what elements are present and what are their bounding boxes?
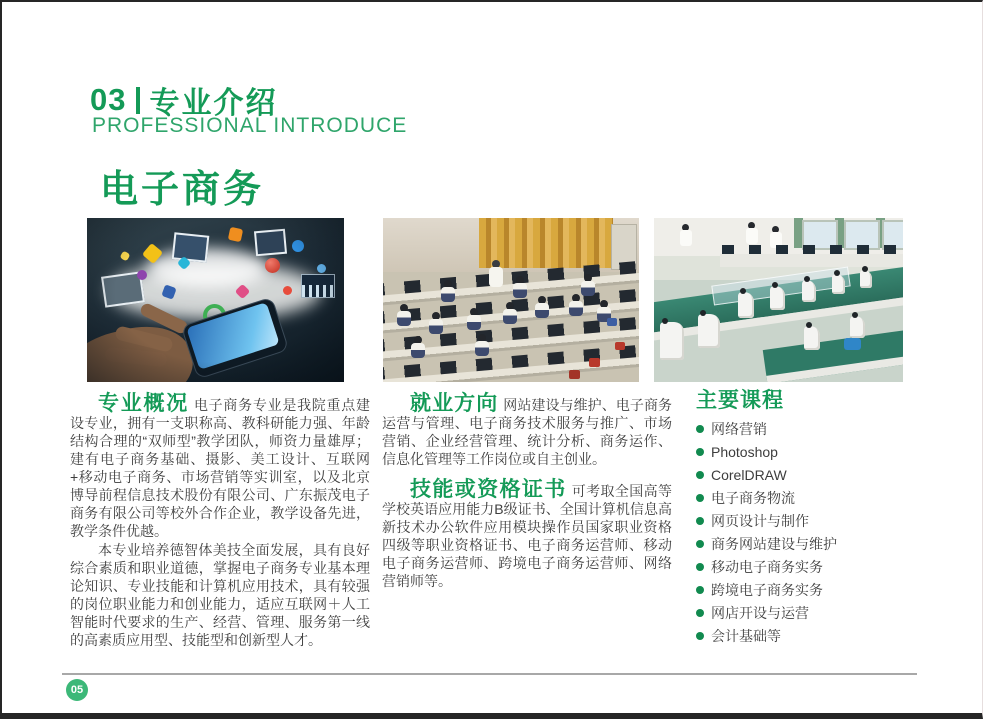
page-number-badge: 05: [66, 679, 88, 701]
stool-shape: [844, 338, 861, 350]
bullet-icon: [696, 632, 704, 640]
student-figure: [475, 334, 489, 357]
stool-shape: [589, 358, 600, 367]
stool-shape: [607, 318, 617, 326]
certificates-title: 技能或资格证书: [410, 478, 567, 501]
microscope-shape: [802, 280, 816, 302]
microscope-shape: [850, 316, 865, 338]
courses-title: 主要课程: [696, 389, 784, 412]
overview-section: [70, 392, 371, 649]
bullet-icon: [696, 494, 704, 502]
microscope-shape: [738, 292, 754, 318]
bullet-icon: [696, 448, 704, 456]
student-figure: [467, 308, 481, 331]
microscope-shape: [832, 274, 845, 294]
student-figure: [513, 276, 527, 299]
employment-text: 网站建设与维护、电子商务运营与管理、电子商务技术服务与推广、市场营销、企业经营管理、统计分析、商务运作、信息化管理等工作岗位或自主创业。: [382, 397, 673, 467]
course-item: 商务网站建设与维护: [696, 535, 922, 552]
section-subtitle: PROFESSIONAL INTRODUCE: [92, 114, 408, 137]
overview-paragraph: [70, 392, 371, 540]
laboratory-photo: [654, 218, 903, 382]
divider-bar: [136, 87, 140, 114]
ecommerce-phone-photo: [87, 218, 344, 382]
vignette-overlay: [87, 218, 344, 382]
student-figure: [535, 296, 549, 319]
microscope-shape: [698, 314, 720, 348]
student-figure: [411, 336, 425, 359]
person-figure: [746, 222, 758, 244]
course-item: 跨境电子商务实务: [696, 581, 922, 598]
employment-section: [382, 392, 673, 590]
certificates-text: 可考取全国高等学校英语应用能力B级证书、全国计算机信息高新技术办公软件应用模块操作员国家职业资格四级等职业资格证书、电子商务运营师、移动电子商务运营师、跨境电子商务运营师、网络营销师等。: [382, 483, 673, 589]
course-list: [696, 420, 922, 644]
student-figure: [569, 294, 583, 317]
overview-paragraph: 本专业培养德智体美技全面发展，具有良好综合素质和职业道德，掌握电子商务专业基本理论知识、专业技能和计算机应用技术，具有较强的岗位职业能力和创业能力，适应互联网＋人工智能时代要求的生产、经营、管理、服务第一线的高素质应用型、技能型和创新型人才。: [70, 542, 370, 648]
microscope-shape: [770, 286, 785, 310]
section-title: 专业介绍: [149, 87, 278, 120]
bullet-icon: [696, 425, 704, 433]
footer-divider: [62, 673, 917, 675]
back-counter: [720, 254, 903, 267]
course-item: 网络营销: [696, 420, 922, 437]
student-figure: [441, 280, 455, 303]
stool-shape: [615, 342, 625, 350]
bullet-icon: [696, 540, 704, 548]
bullet-icon: [696, 563, 704, 571]
stool-shape: [569, 370, 580, 379]
overview-text: 电子商务专业是我院重点建设专业，拥有一支职称高、教科研能力强、年龄结构合理的“双师型”教学团队，师资力量雄厚；建有电子商务基础、摄影、美工设计、互联网+移动电子商务、市场营销等实训室，以及北京博导前程信息技术股份有限公司、广东振茂电子商务有限公司等校外合作企业，教学设备先进，教学条件优越。: [70, 397, 371, 539]
student-figure: [581, 274, 595, 297]
student-figure: [503, 302, 517, 325]
course-item: CorelDRAW: [696, 466, 922, 483]
major-title: 电子商务: [100, 169, 265, 211]
employment-paragraph: [382, 392, 673, 468]
bullet-icon: [696, 609, 704, 617]
bullet-icon: [696, 471, 704, 479]
course-item: 网页设计与制作: [696, 512, 922, 529]
microscope-shape: [804, 326, 820, 350]
overview-title: 专业概况: [98, 392, 189, 415]
desk-row: [383, 355, 639, 382]
employment-title: 就业方向: [410, 392, 499, 415]
lab-bench: [763, 318, 903, 382]
certificates-paragraph: [382, 478, 673, 590]
courses-section: [696, 389, 922, 650]
person-figure: [680, 224, 692, 246]
microscope-shape: [660, 322, 684, 360]
course-item: 网店开设与运营: [696, 604, 922, 621]
bullet-icon: [696, 517, 704, 525]
bullet-icon: [696, 586, 704, 594]
teacher-figure: [489, 260, 503, 288]
student-figure: [397, 304, 411, 327]
course-item: 会计基础等: [696, 627, 922, 644]
microscope-shape: [860, 270, 872, 288]
course-item: 移动电子商务实务: [696, 558, 922, 575]
course-item: 电子商务物流: [696, 489, 922, 506]
student-figure: [429, 312, 443, 335]
section-number: 03: [90, 82, 127, 117]
computer-classroom-photo: [383, 218, 639, 382]
course-item: Photoshop: [696, 443, 922, 460]
